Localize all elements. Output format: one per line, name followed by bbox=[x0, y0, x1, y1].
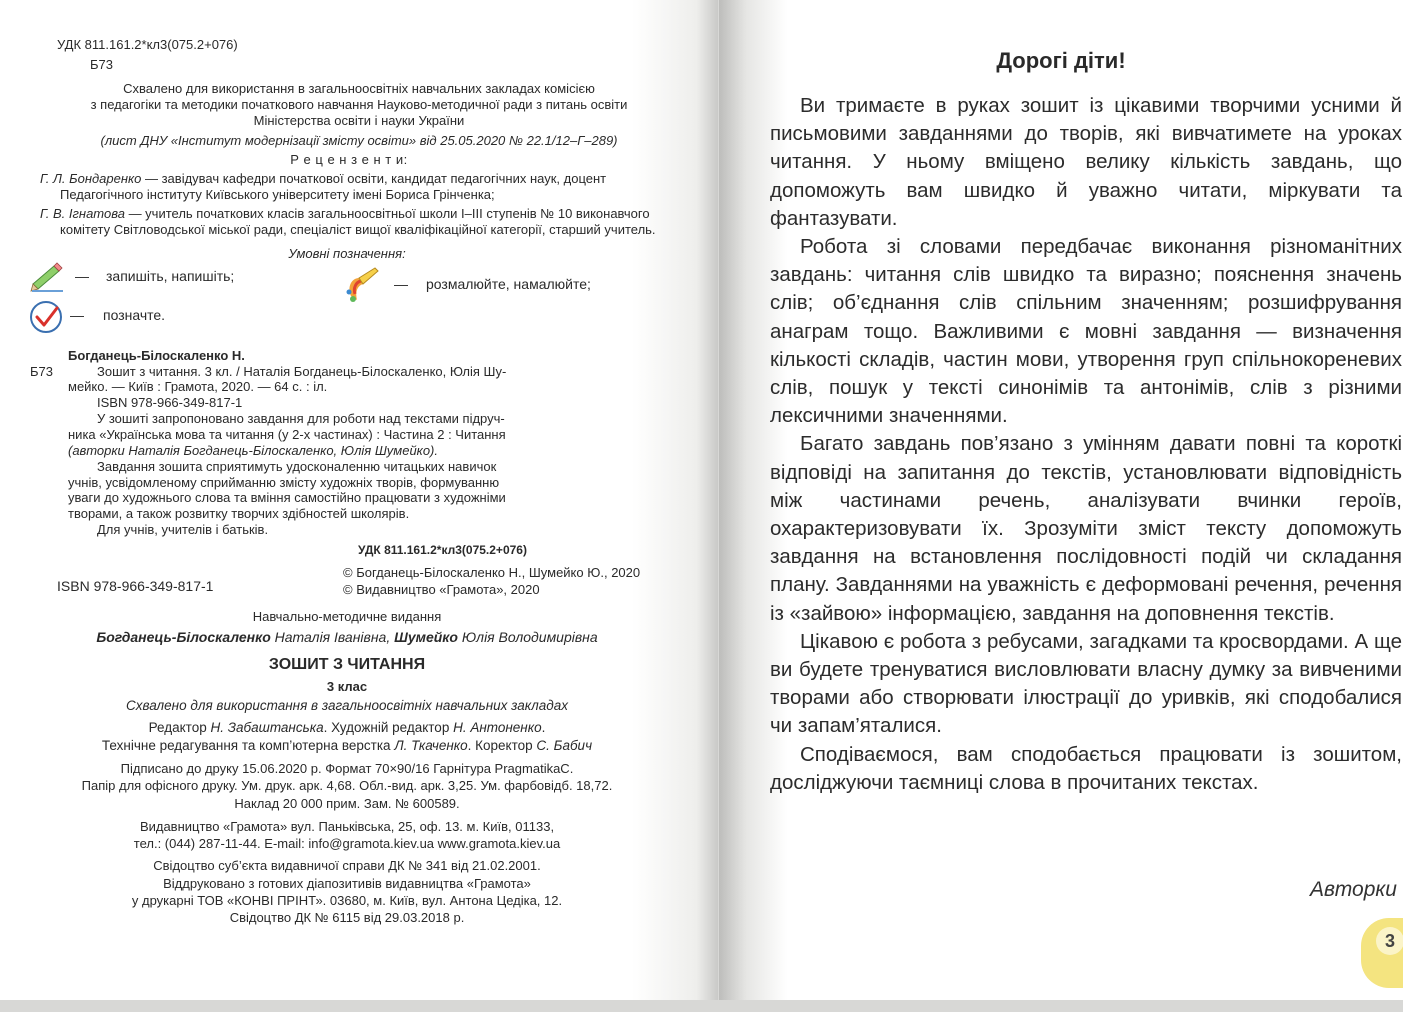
legend-dash: — bbox=[394, 276, 408, 292]
printer-line: Віддруковано з готових діапозитивів видавництва «Грамота» bbox=[163, 876, 531, 891]
foreword-signature: Авторки bbox=[1310, 878, 1397, 901]
legend-dash: — bbox=[70, 307, 84, 323]
foreword-paragraph: Цікавою є робота з ребусами, загадками та кросвордами. А ще ви будете тренуватися висловлювати власну думку за вивченими творами або створювати ілюстрації до уривків, які сподобалися чи запам’яталися. bbox=[770, 629, 1402, 738]
publisher-line: Свідоцтво суб’єкта видавничої справи ДК № 341 від 21.02.2001. bbox=[153, 858, 541, 873]
reviewers-heading: Р е ц е н з е н т и: bbox=[290, 152, 408, 167]
foreword-paragraph: Сподіваємося, вам сподобається працювати із зошитом, досліджуючи таємниці слова в прочитаних текстах. bbox=[770, 742, 1402, 794]
bbk-code: Б73 bbox=[90, 57, 113, 72]
publisher-line: тел.: (044) 287-11-44. E-mail: info@gramota.kiev.ua www.gramota.kiev.ua bbox=[133, 836, 561, 851]
foreword-paragraph: Ви тримаєте в руках зошит із цікавими творчими усними й письмовими завданнями до творів, які вивчатимете на уроках читання. У ньому вміщено велику кількість завдань, що допоможуть вам швидко й уважно читати, міркувати та фантазувати. bbox=[770, 94, 1402, 230]
author-surname: Богданець-Білоскаленко bbox=[96, 629, 271, 645]
paintbrush-icon bbox=[345, 266, 381, 309]
isbn-main: ISBN 978-966-349-817-1 bbox=[57, 578, 214, 594]
catalog-abstract: У зошиті запропоновано завдання для роботи над текстами підруч- bbox=[97, 411, 505, 426]
tech-label: Технічне редагування та комп’ютерна верстка bbox=[101, 738, 395, 753]
catalog-code: Б73 bbox=[30, 364, 53, 379]
legend-paint-label: розмалюйте, намалюйте; bbox=[426, 276, 591, 292]
catalog-description: Зошит з читання. 3 кл. / Наталія Богданець-Білоскаленко, Юлія Шу- bbox=[97, 364, 507, 379]
punctuation: . bbox=[541, 720, 546, 735]
legend-mark-label: позначте. bbox=[103, 307, 166, 323]
corrector-name: С. Бабич bbox=[536, 738, 593, 753]
legend-dash: — bbox=[75, 268, 89, 284]
foreword-title: Дорогі діти! bbox=[996, 48, 1126, 73]
printer-line: у друкарні ТОВ «КОНВІ ПРІНТ». 03680, м. Київ, вул. Антона Цедіка, 12. bbox=[131, 893, 563, 908]
edition-type: Навчально-методичне видання bbox=[252, 609, 442, 624]
approval-line: з педагогіки та методики початкового навчання Науково-методичної ради з питань освіти bbox=[90, 97, 628, 112]
legend-write-label: запишіть, напишіть; bbox=[106, 268, 235, 284]
foreword-body bbox=[770, 92, 1402, 797]
reviewer-entry bbox=[40, 206, 650, 222]
book-title: ЗОШИТ З ЧИТАННЯ bbox=[268, 656, 426, 673]
catalog-audience: Для учнів, учителів і батьків. bbox=[97, 522, 269, 537]
catalog-author: Богданець-Білоскаленко Н. bbox=[68, 348, 245, 363]
copyright-line: © Видавництво «Грамота», 2020 bbox=[343, 582, 540, 597]
legend-heading: Умовні позначення: bbox=[288, 246, 406, 261]
print-line: Підписано до друку 15.06.2020 р. Формат 70×90/16 Гарнітура PragmatikaC. bbox=[120, 761, 574, 776]
copyright-line: © Богданець-Білоскаленко Н., Шумейко Ю., 2020 bbox=[343, 565, 641, 580]
catalog-abstract: творами, а також розвитку творчих здібностей школярів. bbox=[68, 506, 410, 521]
foreword-paragraph: Робота зі словами передбачає виконання різноманітних завдань: читання слів швидко та виразно; пояснення значень слів; об’єднання слів спільним значенням; розшифрування анаграм тощо. Важливими є мовні завдання — визначення кількості складів, частин мови, утворення груп спільнокореневих слів, пошук у тексті синонімів та антонімів, слів з різними лексичними значеннями. bbox=[770, 235, 1402, 428]
pencil-icon bbox=[30, 262, 64, 297]
art-editor-label: . Художній редактор bbox=[323, 720, 454, 735]
author-given: Наталія Іванівна, bbox=[270, 629, 395, 645]
catalog-udk: УДК 811.161.2*кл3(075.2+076) bbox=[358, 543, 527, 557]
art-editor-name: Н. Антоненко bbox=[453, 720, 542, 735]
catalog-abstract: (авторки Наталія Богданець-Білоскаленко, Юлія Шумейко). bbox=[68, 443, 438, 458]
printer-line: Свідоцтво ДК № 6115 від 29.03.2018 р. bbox=[229, 910, 465, 925]
catalog-description: мейко. — Київ : Грамота, 2020. — 64 с. : іл. bbox=[68, 379, 328, 394]
print-line: Папір для офісного друку. Ум. друк. арк. 4,68. Обл.-вид. арк. 3,25. Ум. фарбовідб. 18,72. bbox=[81, 778, 613, 793]
catalog-abstract: учнів, усвідомленому сприйманню змісту художніх творів, формуванню bbox=[68, 475, 500, 490]
editors-line bbox=[0, 720, 694, 735]
reviewer-role: — учитель початкових класів загальноосвітньої школи І–ІІІ ступенів № 10 виконавчого bbox=[124, 206, 650, 221]
foreword-page bbox=[719, 0, 1403, 1000]
reviewer-name: Г. В. Ігнатова bbox=[40, 206, 125, 221]
approval-letter: (лист ДНУ «Інститут модернізації змісту освіти» від 25.05.2020 № 22.1/12–Г–289) bbox=[100, 133, 618, 148]
author-given: Юлія Володимирівна bbox=[457, 629, 598, 645]
reviewer-affiliation: Педагогічного інституту Київського університету імені Бориса Грінченка; bbox=[60, 187, 495, 202]
tech-name: Л. Ткаченко bbox=[394, 738, 468, 753]
authors-full bbox=[0, 629, 694, 645]
catalog-abstract: Завдання зошита сприятимуть удосконаленню читацьких навичок bbox=[97, 459, 497, 474]
catalog-isbn: ISBN 978-966-349-817-1 bbox=[97, 395, 243, 410]
page-number: 3 bbox=[1376, 927, 1403, 955]
reviewer-role: — завідувач кафедри початкової освіти, кандидат педагогічних наук, доцент bbox=[141, 171, 607, 186]
approval-line: Схвалено для використання в загальноосвітніх навчальних закладах комісією bbox=[123, 81, 595, 96]
print-line: Наклад 20 000 прим. Зам. № 600589. bbox=[234, 796, 460, 811]
editor-label: Редактор bbox=[148, 720, 211, 735]
catalog-abstract: уваги до художнього слова та вміння самостійно працювати з художніми bbox=[68, 490, 506, 505]
reviewer-name: Г. Л. Бондаренко bbox=[40, 171, 142, 186]
approval-short: Схвалено для використання в загальноосвітніх навчальних закладах bbox=[125, 698, 569, 713]
reviewer-affiliation: комітету Світловодської міської ради, спеціаліст вищої кваліфікаційної категорії, старший учитель. bbox=[60, 222, 656, 237]
reviewer-entry bbox=[40, 171, 606, 187]
corrector-label: . Коректор bbox=[467, 738, 537, 753]
publisher-line: Видавництво «Грамота» вул. Паньківська, 25, оф. 13. м. Київ, 01133, bbox=[139, 819, 555, 834]
catalog-abstract: ника «Українська мова та читання (у 2-х частинах) : Частина 2 : Читання bbox=[68, 427, 506, 442]
approval-line: Міністерства освіти і науки України bbox=[253, 113, 465, 128]
foreword-paragraph: Багато завдань пов’язано з умінням давати повні та короткі відповіді на запитання до текстів, установлювати відповідність між частинами речень, аналізувати вчинки героїв, охарактеризовувати їх. Зрозуміти зміст тексту допоможуть завдання на встановлення послідовності подій чи складання плану. Завданнями на уважність є деформовані речення, речення із «зайвою» інформацією, завдання на доповнення текстів. bbox=[770, 432, 1402, 625]
udk-code: УДК 811.161.2*кл3(075.2+076) bbox=[57, 37, 238, 52]
book-grade: 3 клас bbox=[326, 679, 368, 694]
page-number-tab bbox=[1361, 918, 1403, 988]
author-surname: Шумейко bbox=[394, 629, 458, 645]
tech-line bbox=[0, 738, 694, 753]
checkmark-icon bbox=[29, 300, 63, 339]
editor-name: Н. Забаштанська bbox=[210, 720, 324, 735]
